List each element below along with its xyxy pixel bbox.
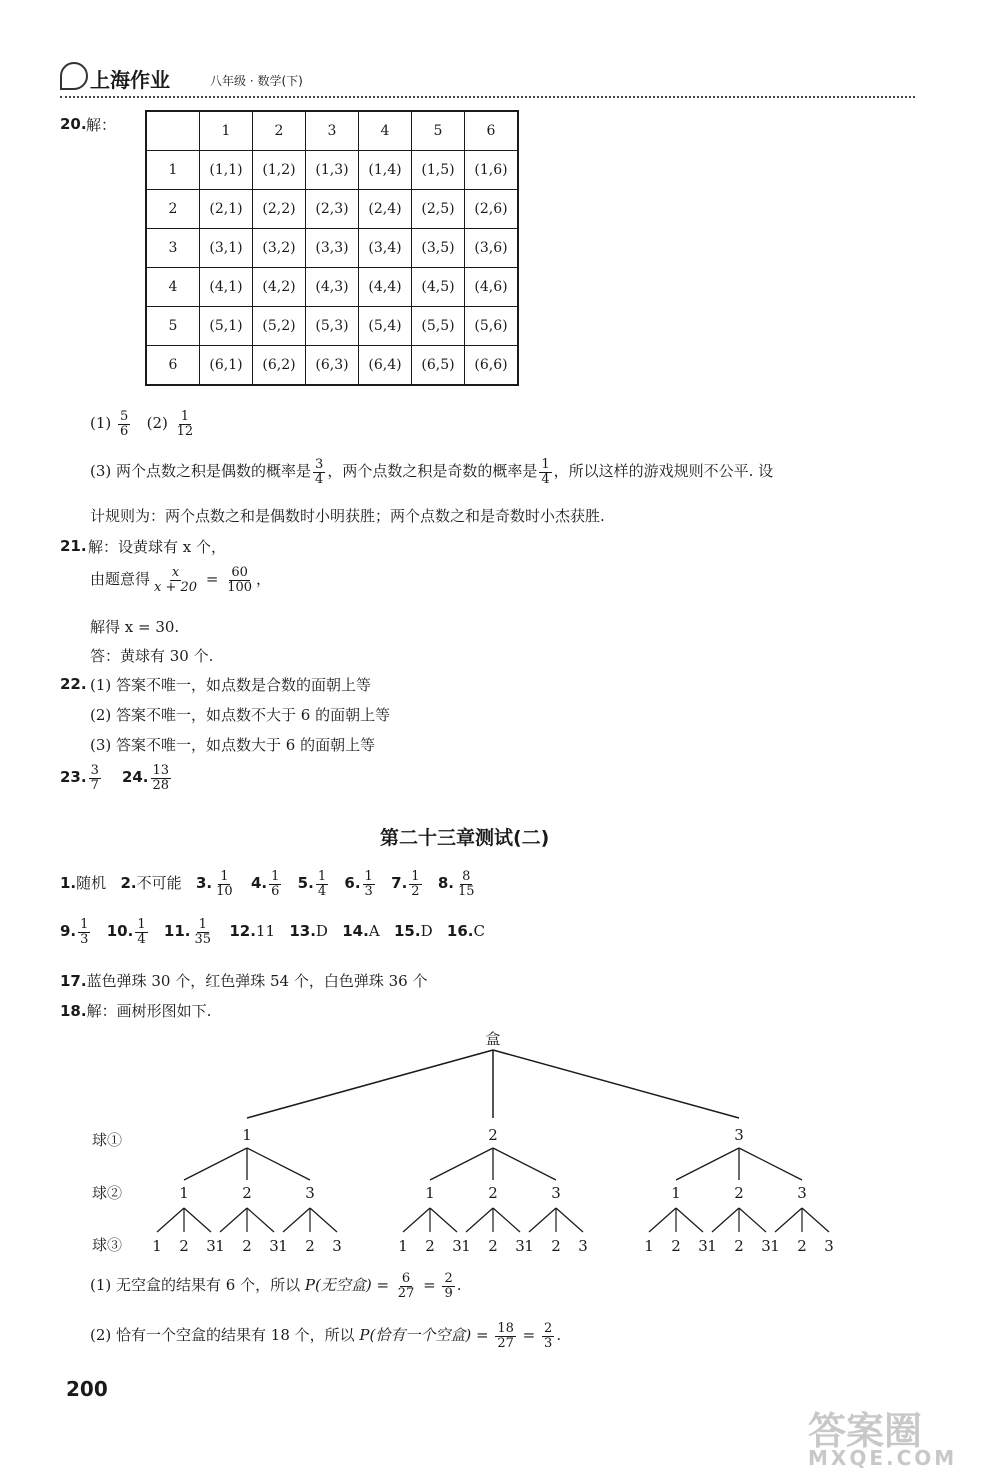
q17-answer: 蓝色弹珠 30 个，红色弹珠 54 个，白色弹珠 36 个 bbox=[86, 972, 428, 990]
header-divider bbox=[60, 96, 915, 98]
equals-sign: = bbox=[205, 570, 219, 589]
q22-part2: (2) 答案不唯一，如点数不大于 6 的面朝上等 bbox=[90, 706, 391, 724]
tree-edge bbox=[430, 1208, 457, 1232]
q21-line3: 解得 x = 30. bbox=[90, 618, 180, 636]
table-row-header: 5 bbox=[146, 307, 200, 346]
q10-fraction bbox=[135, 918, 147, 946]
q21-line2-text: 由题意得 bbox=[90, 570, 151, 589]
tree-node-l3: 3 bbox=[515, 1237, 525, 1255]
fraction-numerator: 8 bbox=[462, 869, 471, 884]
q17-label: 17. bbox=[60, 972, 87, 990]
q13-label: 13. bbox=[289, 922, 316, 941]
table-cell: (2,1) bbox=[200, 190, 253, 229]
q3-label: 3. bbox=[195, 874, 213, 893]
tree-node-l2: 3 bbox=[551, 1184, 561, 1202]
q18-part2 bbox=[90, 1322, 561, 1350]
table-cell: (1,6) bbox=[465, 151, 519, 190]
tree-node-l1: 2 bbox=[488, 1126, 498, 1144]
tree-node-l3: 1 bbox=[461, 1237, 471, 1255]
tree-node-l3: 3 bbox=[824, 1237, 834, 1255]
tree-node-l3: 3 bbox=[452, 1237, 462, 1255]
table-cell: (1,5) bbox=[412, 151, 465, 190]
table-cell: (4,5) bbox=[412, 268, 465, 307]
tree-node-l2: 1 bbox=[179, 1184, 189, 1202]
q18-part1 bbox=[90, 1272, 462, 1300]
q21-line4: 答：黄球有 30 个. bbox=[90, 647, 214, 665]
table-row-header: 3 bbox=[146, 229, 200, 268]
table-cell: (6,6) bbox=[465, 346, 519, 386]
q20-p3-text-c: ，所以这样的游戏规则不公平. 设 bbox=[553, 462, 774, 481]
tree-edge bbox=[739, 1208, 766, 1232]
q15-label: 15. bbox=[393, 922, 421, 941]
tree-node-l3: 3 bbox=[332, 1237, 342, 1255]
q20-intro: 解： bbox=[86, 116, 117, 134]
table-cell: (1,1) bbox=[200, 151, 253, 190]
table-col-header: 3 bbox=[306, 111, 359, 151]
tree-edge bbox=[712, 1208, 739, 1232]
q18-p2-prob: P(恰有一个空盒) = bbox=[359, 1326, 489, 1345]
tree-node-l3: 2 bbox=[425, 1237, 435, 1255]
fraction-denominator: 28 bbox=[152, 777, 170, 793]
fraction-numerator: 1 bbox=[80, 917, 89, 932]
q9-label: 9. bbox=[60, 922, 77, 941]
table-cell: (5,6) bbox=[465, 307, 519, 346]
table-cell: (4,6) bbox=[465, 268, 519, 307]
tree-node-l3: 1 bbox=[707, 1237, 717, 1255]
table-cell: (1,2) bbox=[253, 151, 306, 190]
header-subtitle: 八年级 · 数学(下) bbox=[210, 74, 303, 88]
q21-fraction-1 bbox=[152, 566, 199, 594]
tree-edge bbox=[247, 1050, 493, 1118]
q22-label: 22. bbox=[60, 675, 87, 693]
fraction-numerator: 1 bbox=[137, 917, 146, 932]
q18-p1-fraction-2 bbox=[442, 1272, 454, 1300]
q1-label: 1. bbox=[60, 874, 77, 893]
table-row bbox=[146, 190, 518, 229]
table-cell: (5,1) bbox=[200, 307, 253, 346]
table-cell: (3,5) bbox=[412, 229, 465, 268]
q12-answer: 11 bbox=[255, 922, 276, 941]
tree-node-l3: 1 bbox=[215, 1237, 225, 1255]
tree-node-l2: 3 bbox=[305, 1184, 315, 1202]
fraction-denominator: 4 bbox=[317, 883, 327, 899]
table-cell: (1,4) bbox=[359, 151, 412, 190]
q12-label: 12. bbox=[229, 922, 256, 941]
table-corner-cell bbox=[146, 111, 200, 151]
q6-fraction bbox=[363, 870, 375, 898]
q7-fraction bbox=[409, 870, 421, 898]
table-row bbox=[146, 268, 518, 307]
tree-node-l3: 3 bbox=[761, 1237, 771, 1255]
fraction-denominator: 4 bbox=[541, 471, 550, 487]
fraction-numerator: 3 bbox=[315, 457, 324, 472]
level-label-ball1: 球① bbox=[92, 1131, 123, 1149]
tree-node-l3: 1 bbox=[524, 1237, 534, 1255]
fraction-numerator: 1 bbox=[198, 917, 207, 932]
table-row-header: 6 bbox=[146, 346, 200, 386]
fraction-denominator: 4 bbox=[137, 931, 146, 947]
q18-intro-line bbox=[60, 1000, 211, 1021]
q21-label: 21. bbox=[60, 537, 87, 555]
tree-node-l3: 2 bbox=[179, 1237, 189, 1255]
fraction-numerator: 1 bbox=[271, 869, 280, 884]
table-cell: (4,1) bbox=[200, 268, 253, 307]
q20-p2-fraction bbox=[175, 410, 196, 438]
level-label-ball2: 球② bbox=[92, 1184, 123, 1202]
fraction-denominator: 100 bbox=[227, 579, 253, 595]
tree-node-l3: 2 bbox=[242, 1237, 252, 1255]
tree-node-l3: 1 bbox=[398, 1237, 408, 1255]
fraction-denominator: 15 bbox=[458, 883, 475, 899]
fraction-denominator: x + 20 bbox=[154, 579, 198, 595]
q24-fraction bbox=[151, 764, 172, 792]
tree-root: 盒 bbox=[485, 1030, 501, 1048]
table-cell: (2,3) bbox=[306, 190, 359, 229]
table-cell: (5,5) bbox=[412, 307, 465, 346]
fraction-denominator: 6 bbox=[120, 423, 129, 439]
q22-part3: (3) 答案不唯一，如点数大于 6 的面朝上等 bbox=[90, 736, 376, 754]
table-cell: (4,4) bbox=[359, 268, 412, 307]
outcome-table bbox=[145, 110, 519, 386]
tree-edge bbox=[676, 1208, 703, 1232]
tree-node-l3: 1 bbox=[770, 1237, 780, 1255]
tree-node-l3: 1 bbox=[152, 1237, 162, 1255]
tree-edge bbox=[676, 1148, 739, 1180]
tree-edge bbox=[403, 1208, 430, 1232]
q20-label: 20. bbox=[60, 115, 87, 133]
q1-answer: 随机 bbox=[76, 874, 107, 893]
fraction-denominator: 12 bbox=[176, 423, 194, 439]
answers-row-2 bbox=[60, 918, 485, 946]
q11-fraction bbox=[192, 918, 213, 946]
fraction-numerator: 13 bbox=[152, 763, 170, 778]
answers-row-1 bbox=[60, 870, 479, 898]
fraction-numerator: 1 bbox=[411, 869, 420, 884]
tree-edge bbox=[283, 1208, 310, 1232]
tree-edge bbox=[802, 1208, 829, 1232]
table-col-header: 4 bbox=[359, 111, 412, 151]
q5-fraction bbox=[316, 870, 328, 898]
q2-answer: 不可能 bbox=[136, 874, 182, 893]
q22-part1: (1) 答案不唯一，如点数是合数的面朝上等 bbox=[90, 676, 372, 694]
tree-edge bbox=[529, 1208, 556, 1232]
tree-node-l2: 2 bbox=[734, 1184, 744, 1202]
table-row bbox=[146, 346, 518, 386]
fraction-numerator: 1 bbox=[364, 869, 373, 884]
fraction-denominator: 3 bbox=[544, 1335, 553, 1351]
header-brand: 上海作业 bbox=[90, 68, 170, 92]
watermark-logo: 答案圈 bbox=[808, 1409, 923, 1453]
q18-p2-fraction-2 bbox=[542, 1322, 554, 1350]
tree-edge bbox=[184, 1148, 247, 1180]
table-cell: (3,6) bbox=[465, 229, 519, 268]
q6-label: 6. bbox=[344, 874, 361, 893]
table-cell: (5,2) bbox=[253, 307, 306, 346]
tree-edge bbox=[493, 1208, 520, 1232]
table-cell: (2,2) bbox=[253, 190, 306, 229]
table-cell: (6,4) bbox=[359, 346, 412, 386]
tree-lines bbox=[184, 1050, 802, 1180]
fraction-denominator: 27 bbox=[497, 1335, 514, 1351]
tree-node-l2: 3 bbox=[797, 1184, 807, 1202]
table-col-header: 1 bbox=[200, 111, 253, 151]
tree-edge bbox=[247, 1148, 310, 1180]
level-label-ball3: 球③ bbox=[92, 1236, 123, 1254]
tree-node-l3: 2 bbox=[305, 1237, 315, 1255]
tree-edge bbox=[493, 1050, 739, 1118]
q23-label: 23. bbox=[60, 768, 87, 787]
table-cell: (6,2) bbox=[253, 346, 306, 386]
q21-fraction-2 bbox=[225, 566, 254, 594]
table-cell: (4,2) bbox=[253, 268, 306, 307]
tree-edge bbox=[157, 1208, 184, 1232]
tree-node-l2: 2 bbox=[488, 1184, 498, 1202]
fraction-numerator: 1 bbox=[317, 869, 327, 884]
tree-node-l3: 2 bbox=[671, 1237, 681, 1255]
table-cell: (4,3) bbox=[306, 268, 359, 307]
q23-q24 bbox=[60, 764, 173, 792]
table-cell: (3,2) bbox=[253, 229, 306, 268]
table-row bbox=[146, 229, 518, 268]
tree-node-l3: 3 bbox=[698, 1237, 708, 1255]
equals-sign: = bbox=[522, 1326, 536, 1345]
table-cell: (2,5) bbox=[412, 190, 465, 229]
fraction-denominator: 3 bbox=[80, 931, 89, 947]
q18-label: 18. bbox=[60, 1002, 87, 1020]
table-col-header: 5 bbox=[412, 111, 465, 151]
tree-node-l2: 2 bbox=[242, 1184, 252, 1202]
fraction-numerator: 1 bbox=[541, 457, 550, 472]
page-number: 200 bbox=[66, 1377, 108, 1401]
tree-node-l3: 2 bbox=[734, 1237, 744, 1255]
tree-edge bbox=[430, 1148, 493, 1180]
chapter-title: 第二十三章测试(二) bbox=[380, 827, 550, 849]
q18-p1-fraction-1 bbox=[396, 1272, 417, 1300]
fraction-numerator: 60 bbox=[231, 565, 248, 580]
fraction-denominator: 10 bbox=[216, 883, 233, 899]
table-cell: (3,1) bbox=[200, 229, 253, 268]
q4-fraction bbox=[269, 870, 281, 898]
equals-sign: = bbox=[423, 1276, 436, 1295]
q18-p1-text: (1) 无空盒的结果有 6 个，所以 bbox=[90, 1276, 305, 1295]
fraction-denominator: 6 bbox=[271, 883, 280, 899]
q16-label: 16. bbox=[446, 922, 474, 941]
tree-node-l2: 1 bbox=[671, 1184, 681, 1202]
q20-p3-fraction-2 bbox=[539, 458, 551, 486]
tree-edge bbox=[493, 1148, 556, 1180]
table-cell: (3,4) bbox=[359, 229, 412, 268]
tree-edge bbox=[556, 1208, 583, 1232]
table-cell: (1,3) bbox=[306, 151, 359, 190]
fraction-numerator: 1 bbox=[180, 409, 190, 424]
q20-part3-line1 bbox=[90, 458, 773, 486]
tree-edge bbox=[739, 1148, 802, 1180]
q14-label: 14. bbox=[342, 922, 369, 941]
fraction-numerator: 2 bbox=[444, 1271, 453, 1286]
q18-p2-text: (2) 恰有一个空盒的结果有 18 个，所以 bbox=[90, 1326, 360, 1345]
tree-node-l1: 3 bbox=[734, 1126, 744, 1144]
table-col-header: 6 bbox=[465, 111, 519, 151]
q20-part1-2 bbox=[90, 410, 197, 438]
q2-label: 2. bbox=[120, 874, 137, 893]
fraction-denominator: 35 bbox=[194, 931, 212, 947]
q20-p1-fraction bbox=[118, 410, 130, 438]
q20-p1-label: (1) bbox=[90, 414, 112, 433]
tree-node-l3: 2 bbox=[488, 1237, 498, 1255]
fraction-denominator: 9 bbox=[444, 1285, 453, 1301]
period: . bbox=[456, 1276, 462, 1295]
q18-p2-fraction-1 bbox=[495, 1322, 516, 1350]
q15-answer: D bbox=[420, 922, 433, 941]
tree-node-l2: 1 bbox=[425, 1184, 435, 1202]
tree-edge bbox=[775, 1208, 802, 1232]
tree-node-l3: 1 bbox=[644, 1237, 654, 1255]
table-row bbox=[146, 151, 518, 190]
tree-leaf-labels bbox=[152, 1237, 834, 1255]
q21-line1: 解：设黄球有 x 个， bbox=[88, 538, 226, 556]
tree-edge bbox=[184, 1208, 211, 1232]
table-cell: (2,6) bbox=[465, 190, 519, 229]
watermark-url: MXQE.COM bbox=[808, 1446, 958, 1470]
table-cell: (5,3) bbox=[306, 307, 359, 346]
q7-label: 7. bbox=[391, 874, 408, 893]
q9-fraction bbox=[78, 918, 90, 946]
period: . bbox=[556, 1326, 562, 1345]
tree-leaf-edges bbox=[157, 1208, 829, 1232]
q18-intro: 解：画树形图如下. bbox=[86, 1002, 212, 1020]
q23-fraction bbox=[89, 764, 101, 792]
table-row-header: 2 bbox=[146, 190, 200, 229]
table-cell: (5,4) bbox=[359, 307, 412, 346]
tree-node-l3: 3 bbox=[578, 1237, 588, 1255]
tree-diagram bbox=[0, 1020, 1000, 1260]
fraction-denominator: 3 bbox=[364, 883, 373, 899]
tree-node-l3: 2 bbox=[797, 1237, 807, 1255]
table-cell: (6,3) bbox=[306, 346, 359, 386]
fraction-denominator: 7 bbox=[90, 777, 99, 793]
q18-p1-prob: P(无空盒) = bbox=[304, 1276, 390, 1295]
tree-node-l3: 3 bbox=[269, 1237, 279, 1255]
fraction-denominator: 27 bbox=[397, 1285, 415, 1301]
tree-edge bbox=[466, 1208, 493, 1232]
q13-answer: D bbox=[315, 922, 328, 941]
tree-edge bbox=[649, 1208, 676, 1232]
tree-edge bbox=[310, 1208, 337, 1232]
fraction-numerator: 5 bbox=[120, 409, 129, 424]
table-cell: (6,1) bbox=[200, 346, 253, 386]
fraction-numerator: 6 bbox=[401, 1271, 411, 1286]
q20-p3-text-a: (3) 两个点数之积是偶数的概率是 bbox=[90, 462, 312, 481]
table-row bbox=[146, 307, 518, 346]
q21-line2 bbox=[90, 566, 271, 594]
q20-p3-text-b: ，两个点数之积是奇数的概率是 bbox=[327, 462, 538, 481]
fraction-numerator: 1 bbox=[220, 869, 229, 884]
logo-icon bbox=[60, 62, 88, 90]
q21-line2-end: ， bbox=[256, 570, 272, 589]
q24-label: 24. bbox=[121, 768, 149, 787]
table-row-header: 1 bbox=[146, 151, 200, 190]
fraction-denominator: 2 bbox=[411, 883, 420, 899]
q17 bbox=[60, 970, 427, 991]
table-row-header: 4 bbox=[146, 268, 200, 307]
table-col-header: 2 bbox=[253, 111, 306, 151]
q20-p2-label: (2) bbox=[146, 414, 168, 433]
table-cell: (3,3) bbox=[306, 229, 359, 268]
q4-label: 4. bbox=[250, 874, 268, 893]
table-header-row bbox=[146, 111, 518, 151]
q8-fraction bbox=[456, 870, 477, 898]
fraction-numerator: 18 bbox=[497, 1321, 514, 1336]
q16-answer: C bbox=[473, 922, 485, 941]
q20-part3-line2: 计规则为：两个点数之和是偶数时小明获胜；两个点数之和是奇数时小杰获胜. bbox=[90, 507, 605, 525]
tree-node-l3: 1 bbox=[278, 1237, 288, 1255]
fraction-denominator: 4 bbox=[315, 471, 324, 487]
q10-label: 10. bbox=[106, 922, 134, 941]
tree-edge bbox=[220, 1208, 247, 1232]
tree-node-l3: 2 bbox=[551, 1237, 561, 1255]
fraction-numerator: x bbox=[171, 565, 180, 580]
tree-node-l3: 3 bbox=[206, 1237, 216, 1255]
q5-label: 5. bbox=[297, 874, 314, 893]
q8-label: 8. bbox=[437, 874, 455, 893]
q20-p3-fraction-1 bbox=[313, 458, 325, 486]
table-cell: (6,5) bbox=[412, 346, 465, 386]
tree-node-l1: 1 bbox=[242, 1126, 252, 1144]
q14-answer: A bbox=[368, 922, 380, 941]
fraction-numerator: 2 bbox=[544, 1321, 553, 1336]
fraction-numerator: 3 bbox=[90, 763, 99, 778]
q3-fraction bbox=[214, 870, 235, 898]
table-cell: (2,4) bbox=[359, 190, 412, 229]
tree-edge bbox=[247, 1208, 274, 1232]
q11-label: 11. bbox=[163, 922, 191, 941]
